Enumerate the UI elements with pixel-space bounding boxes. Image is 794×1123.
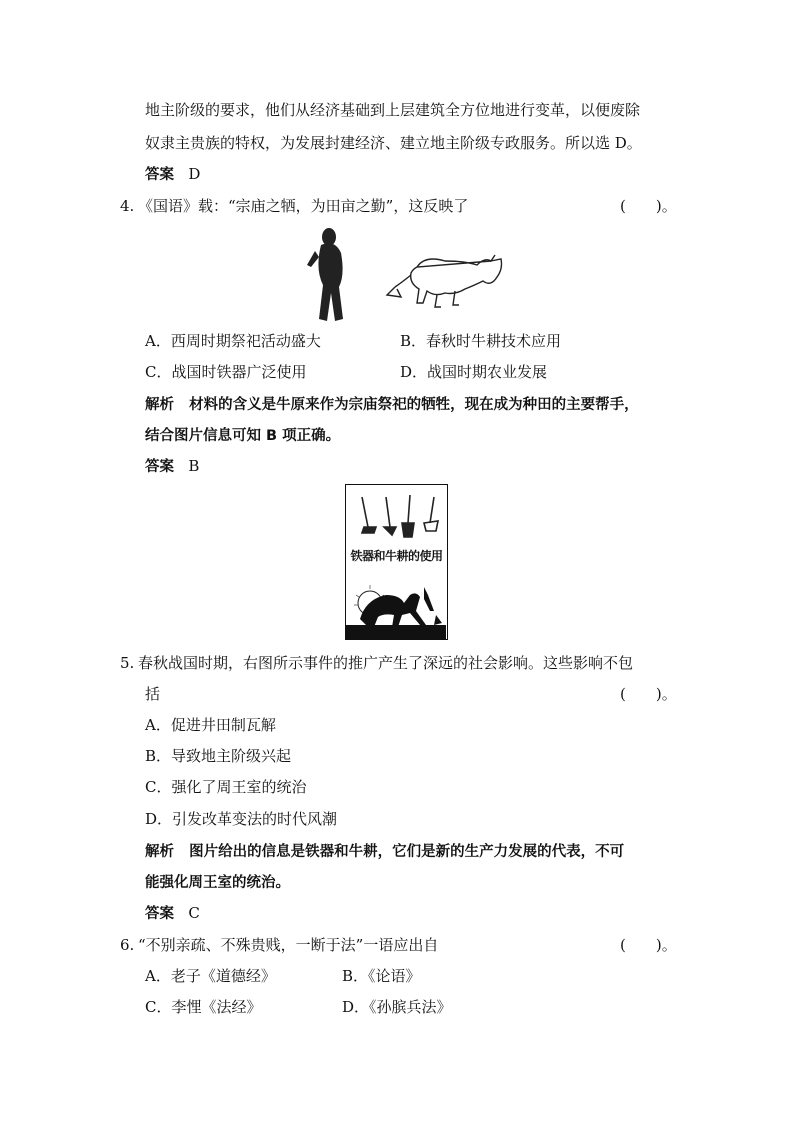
man-figure [307, 228, 343, 321]
q5-stem-line-2: 括 [145, 685, 161, 703]
q5-answer-paren: ( )。 [620, 685, 677, 703]
q5-analysis-line-2: 能强化周王室的统治。 [145, 875, 290, 891]
q5-analysis-line-1 [145, 842, 624, 862]
q4-stem: 《国语》载：“宗庙之牺，为田亩之勤”，这反映了 [138, 197, 469, 215]
ox-plough-silhouette-icon [346, 565, 446, 639]
q6-stem: “不别亲疏、不殊贵贱，一断于法”一语应出自 [138, 936, 439, 954]
q5-option-a: A．促进井田制瓦解 [145, 716, 276, 734]
answer-label: 答案 [145, 167, 174, 183]
prev-answer [145, 164, 200, 185]
q6-number: 6. [120, 936, 135, 954]
q4-answer [145, 456, 199, 477]
q6-option-a: A．老子《道德经》 [145, 967, 276, 985]
q6-option-b: B．《论语》 [342, 967, 421, 985]
answer-label: 答案 [145, 906, 174, 922]
q4-option-d: D．战国时期农业发展 [400, 363, 548, 381]
q5-option-c: C．强化了周王室的统治 [145, 778, 307, 796]
q5-number: 5. [120, 654, 135, 672]
iron-tools-icon [346, 487, 446, 543]
q4-analysis-line-1 [145, 395, 639, 415]
prev-analysis-line-2: 奴隶主贵族的特权，为发展封建经济、建立地主阶级专政服务。所以选 D。 [145, 134, 642, 152]
answer-value: B [188, 457, 200, 475]
analysis-text: 图片给出的信息是铁器和牛耕，它们是新的生产力发展的代表，不可 [189, 844, 625, 860]
q5-answer [145, 903, 200, 924]
q4-analysis-line-2: 结合图片信息可知 B 项正确。 [145, 428, 341, 444]
q5-option-b: B．导致地主阶级兴起 [145, 747, 292, 765]
q6-option-c: C．李悝《法经》 [145, 998, 262, 1016]
q4-option-b: B．春秋时牛耕技术应用 [400, 332, 562, 350]
q6-option-d: D．《孙膑兵法》 [342, 998, 452, 1016]
q4-option-c: C．战国时铁器广泛使用 [145, 363, 307, 381]
q4-number: 4. [120, 197, 135, 215]
analysis-label: 解析 [145, 844, 174, 860]
ox-figure [387, 255, 502, 307]
figure-caption: 铁器和牛耕的使用 [350, 549, 443, 563]
q5-option-d: D．引发改革变法的时代风潮 [145, 810, 338, 828]
answer-label: 答案 [145, 459, 174, 475]
analysis-text: 材料的含义是牛原来作为宗庙祭祀的牺牲，现在成为种田的主要帮手， [189, 397, 639, 413]
answer-value: D [188, 165, 201, 183]
answer-value: C [188, 904, 200, 922]
q5-figure-iron-tools-ox-plough [345, 484, 448, 640]
q6-answer-paren: ( )。 [620, 936, 677, 954]
analysis-label: 解析 [145, 397, 174, 413]
q5-stem-line-1: 春秋战国时期，右图所示事件的推广产生了深远的社会影响。这些影响不包 [138, 654, 634, 672]
q4-answer-paren: ( )。 [620, 197, 677, 215]
q4-option-a: A．西周时期祭祀活动盛大 [145, 332, 321, 350]
q4-figure-ox-and-man [305, 225, 505, 325]
prev-analysis-line-1: 地主阶级的要求，他们从经济基础到上层建筑全方位地进行变革，以便废除 [145, 101, 641, 119]
